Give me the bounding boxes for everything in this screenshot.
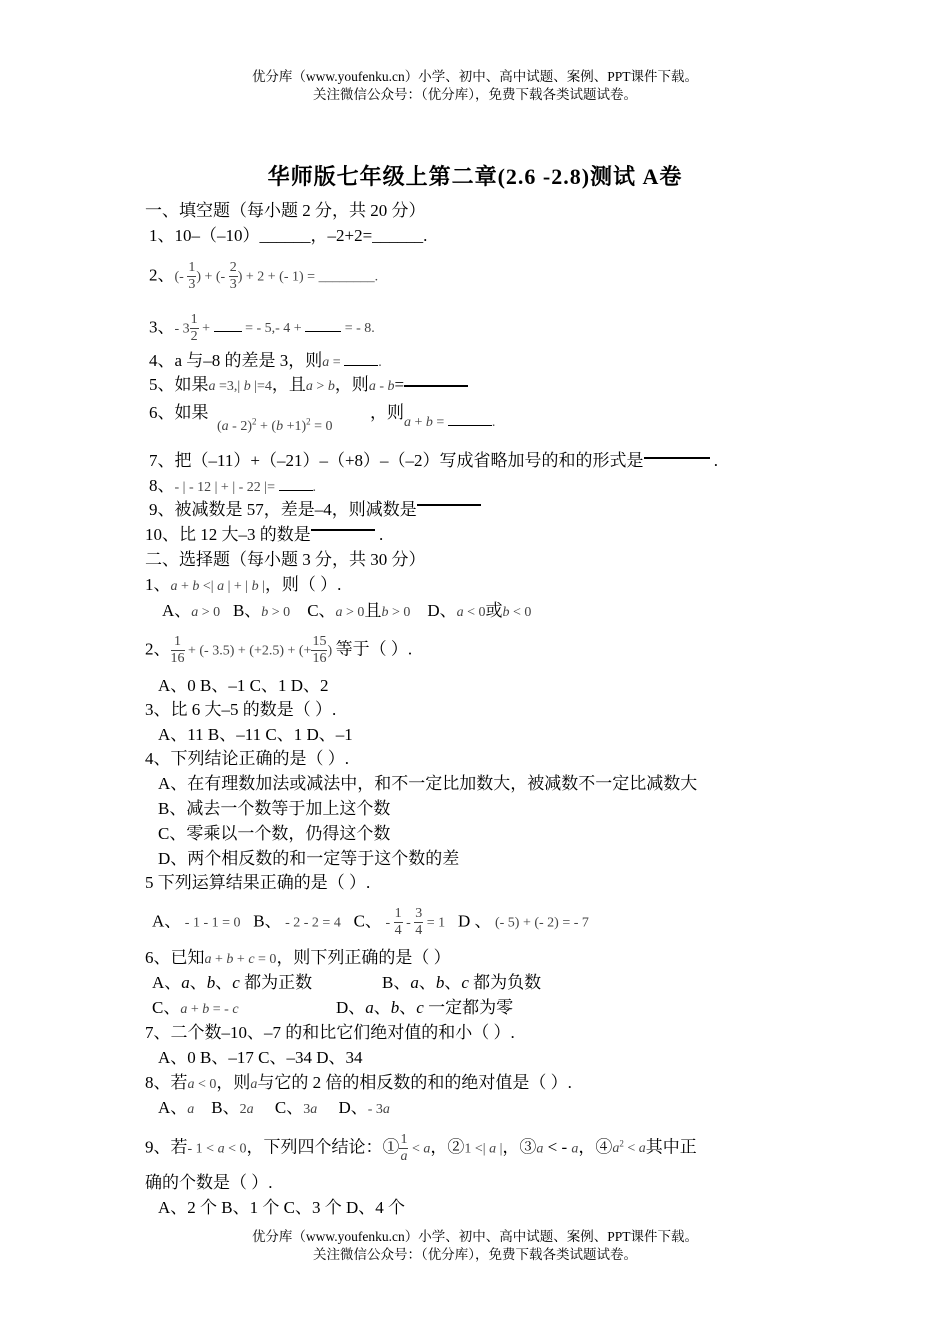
s1-q7: 7、把（–11）+（–21）–（+8）–（–2）写成省略加号的和的形式是 . [149, 451, 719, 470]
s2-q5: 5 下列运算结果正确的是（ ）. [145, 873, 371, 892]
s2-q8: 8、若a < 0，则a与它的 2 倍的相反数的和的绝对值是（ ）. [145, 1073, 572, 1092]
s2-q6-option-b: B、a、b、c 都为负数 [382, 973, 542, 992]
s2-q2: 2、 $\frac{1}{16}$ + (- 3.5) + (+2.5) + (+ $\frac{15}{16}$ ) 等于（ ）. [145, 634, 413, 666]
page-title: 华师版七年级上第二章(2.6 -2.8)测试 A卷 [267, 164, 683, 189]
s1-q3: 3、- 3 $\frac{1}{2}$ + = - 5,- 4 + = - 8. [149, 312, 375, 344]
s2-q4: 4、下列结论正确的是（ ）. [145, 749, 349, 768]
s2-q4-option-a: A、在有理数加法或减法中，和不一定比加数大，被减数不一定比减数大 [158, 774, 698, 793]
s2-q8-options: A、a B、2a C、3a D、- 3a [158, 1098, 390, 1117]
s2-q9: 9、若- 1 < a < 0，下列四个结论：① $\frac{1}{a}$ < a，②1 <| a |，③a < - a，$④a^2 < a$其中正 [145, 1132, 697, 1164]
s1-q10: 10、比 12 大–3 的数是 . [145, 525, 384, 544]
footer-line-2: 关注微信公众号：（优分库），免费下载各类试题试卷。 [313, 1247, 637, 1262]
s1-q8: 8、- | - 12 | + | - 22 |= . [149, 476, 316, 495]
s1-q2: 2、(- $\frac{1}{3}$ ) + (- $\frac{2}{3}$ ) + 2 + (- 1) = ________. [149, 260, 379, 292]
s2-q6: 6、已知a + b + c = 0，则下列正确的是（ ） [145, 948, 451, 967]
s2-q9-line2: 确的个数是（ ）. [145, 1173, 273, 1192]
s2-q1: 1、a + b <| a | + | b |，则（ ）. [145, 575, 342, 594]
s2-q2-options: A、0 B、–1 C、1 D、2 [158, 676, 329, 695]
s1-q6-tail: ，则$_{a + b = .}$ [370, 403, 496, 430]
s2-q9-options: A、2 个 B、1 个 C、3 个 D、4 个 [158, 1198, 405, 1217]
section1-heading: 一、填空题（每小题 2 分，共 20 分） [145, 201, 426, 220]
header-line-1: 优分库（www.youfenku.cn）小学、初中、高中试题、案例、PPT课件下载。 [251, 69, 699, 84]
s1-q1: 1、10–（–10）______，–2+2=______. [149, 226, 428, 245]
s2-q7-options: A、0 B、–17 C、–34 D、34 [158, 1048, 363, 1067]
header-line-2: 关注微信公众号：（优分库），免费下载各类试题试卷。 [313, 87, 637, 102]
s1-q6-expr: $(a - 2)^2 + (b +1)^2 = 0$ [217, 416, 333, 434]
s2-q6-option-c: C、a + b = - c [152, 998, 239, 1017]
s2-q3-options: A、11 B、–11 C、1 D、–1 [158, 725, 353, 744]
section2-heading: 二、选择题（每小题 3 分，共 30 分） [145, 550, 426, 569]
s1-q4: 4、a 与–8 的差是 3，则a = . [149, 351, 382, 370]
s2-q3: 3、比 6 大–5 的数是（ ）. [145, 700, 337, 719]
s2-q4-option-c: C、零乘以一个数，仍得这个数 [158, 824, 391, 843]
s1-q6: 6、如果 [149, 403, 209, 422]
footer-line-1: 优分库（www.youfenku.cn）小学、初中、高中试题、案例、PPT课件下载。 [251, 1229, 699, 1244]
s2-q7: 7、二个数–10、–7 的和比它们绝对值的和小（ ）. [145, 1023, 515, 1042]
s2-q4-option-b: B、减去一个数等于加上这个数 [158, 799, 391, 818]
s2-q6-option-d: D、a、b、c 一定都为零 [336, 998, 514, 1017]
s1-q9: 9、被减数是 57，差是–4，则减数是 [149, 499, 481, 521]
s2-q5-options: A、 - 1 - 1 = 0 B、 - 2 - 2 = 4 C、 - $\frac{1}{4}$ - $\frac{3}{4}$ = 1 D 、 (- 5) + (- 2) = - 7 [152, 906, 589, 938]
s2-q6-options-ab: A、a、b、c 都为正数 [152, 973, 313, 992]
s1-q5: 5、如果a =3,| b |=4，且a > b，则a - b= [149, 374, 468, 398]
s2-q4-option-d: D、两个相反数的和一定等于这个数的差 [158, 849, 460, 868]
s2-q1-options: A、a > 0 B、b > 0 C、a > 0且b > 0 D、a < 0或b < 0 [162, 601, 532, 620]
